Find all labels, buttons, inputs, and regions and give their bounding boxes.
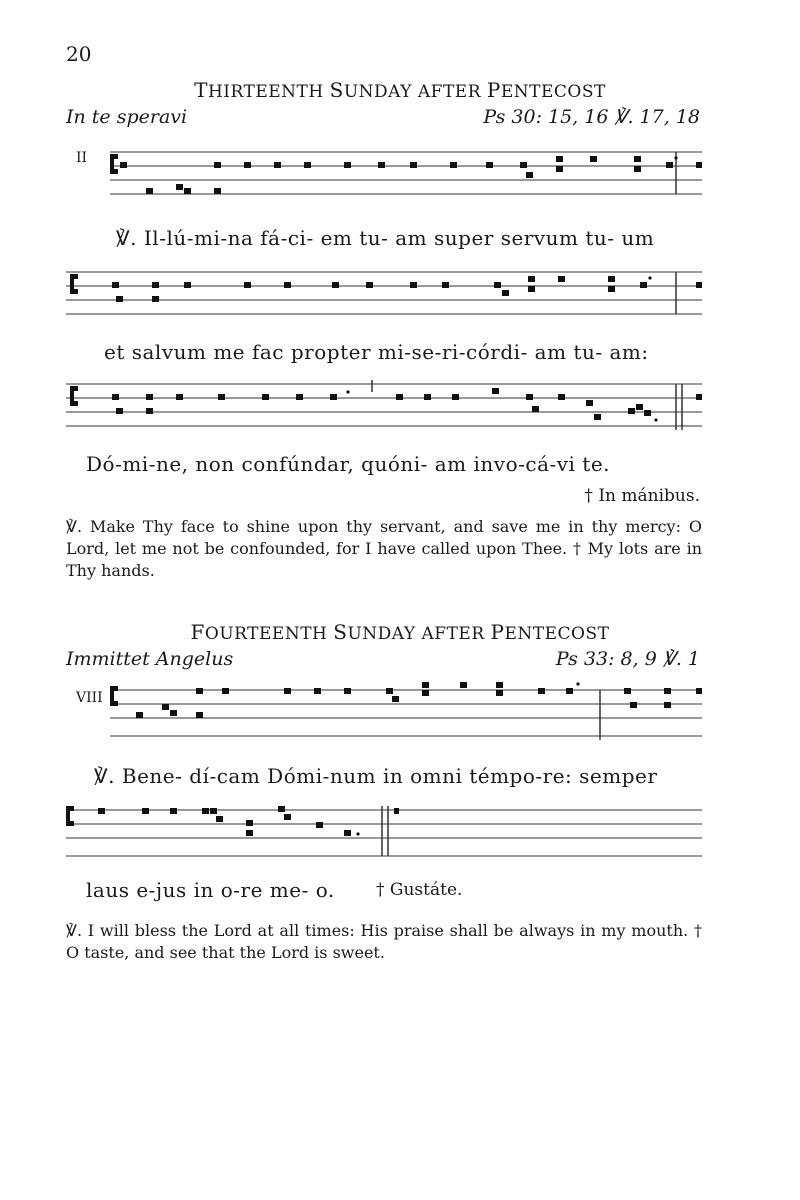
section-title-fourteenth: FOURTEENTH SUNDAY AFTER PENTECOST <box>190 620 610 644</box>
lyrics-line-1-3: Dó-mi-ne, non confúndar, quóni- am invo-cá-vi te. <box>86 452 611 476</box>
lyrics-line-1-2: et salvum me fac propter mi-se-ri-córdi- am tu- am: <box>104 340 649 364</box>
lyrics-line-1-1: ℣. Il-lú-mi-na fá-ci- em tu- am super servum tu- um <box>116 226 655 250</box>
chant-staff-2-2 <box>66 806 702 862</box>
lyrics-line-2-2: laus e-jus in o-re me- o. <box>86 878 335 902</box>
lyrics-line-2-1: ℣. Bene- dí-cam Dómi-num in omni témpo-re: semper <box>94 764 658 788</box>
section-title-thirteenth: THIRTEENTH SUNDAY AFTER PENTECOST <box>194 78 606 102</box>
mode-label-1: II <box>76 150 88 166</box>
page-number: 20 <box>66 42 92 66</box>
chant-staff-1-1 <box>110 148 702 204</box>
chant-staff-1-2 <box>66 268 702 324</box>
incipit-in-te-speravi: In te speravi <box>66 106 188 128</box>
chant-staff-1-3 <box>66 380 702 436</box>
incipit-immittet-angelus: Immittet Angelus <box>66 648 234 670</box>
continuation-1: † In mánibus. <box>584 486 700 506</box>
psalm-reference-2: Ps 33: 8, 9 ℣. 1 <box>555 648 700 670</box>
psalm-reference-1: Ps 30: 15, 16 ℣. 17, 18 <box>483 106 700 128</box>
continuation-2: † Gustáte. <box>376 880 463 900</box>
mode-label-2: VIII <box>76 690 103 706</box>
chant-staff-2-1 <box>110 686 702 742</box>
translation-2: ℣. I will bless the Lord at all times: His praise shall be always in my mouth. † O taste, and see that the Lord is sweet. <box>66 921 702 962</box>
translation-1: ℣. Make Thy face to shine upon thy servant, and save me in thy mercy: O Lord, let me not be confounded, for I have called upon Thee. † My lots are in Thy hands. <box>66 517 702 580</box>
